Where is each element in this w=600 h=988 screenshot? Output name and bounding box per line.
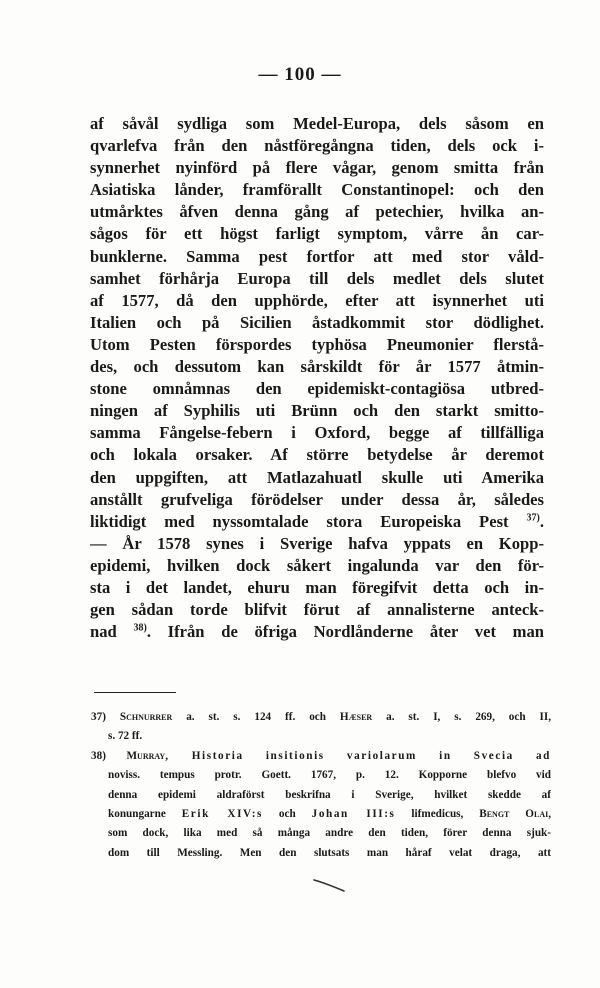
footnotes [91, 708, 551, 863]
body-text [90, 113, 544, 643]
footnote-38-cont: denna epidemi aldraförst beskrifna i Sverige, hvilket skedde af [108, 788, 551, 801]
text-line: des, och dessutom kan sårskildt för år 1577 åtmin- [90, 357, 544, 377]
text-fragment: nad [90, 622, 117, 642]
text-fragment: Ifrån de öfriga Nordlånderne åter vet man [167, 622, 544, 642]
footnote-38 [91, 747, 551, 766]
footnote-text: lifmedicus, [395, 807, 480, 820]
author-name: Schnurrer [119, 711, 173, 723]
text-line: gen sådan torde blifvit förut af annalisterne anteck- [90, 600, 544, 620]
author-name: Hæser [339, 711, 373, 723]
author-name: Bengt Olai [479, 807, 549, 820]
author-name: Murray [126, 749, 166, 762]
text-line: sta i det landet, ehuru man föregifvit detta och in- [90, 577, 544, 597]
text-line: af 1577, då den upphörde, efter att isynnerhet uti [90, 290, 544, 310]
text-line: och lokala orsaker. Af större betydelse år deremot [90, 445, 544, 465]
footnote-text: och [263, 807, 312, 820]
footnote-37-cont: s. 72 ff. [108, 730, 143, 743]
text-line-with-ref: liktidigt med nyssomtalade stora Europeiska Pest $^{37)}$. [90, 511, 544, 531]
footnote-37 [91, 708, 551, 727]
footnote-text: a. st. I, s. 269, och II, [372, 711, 551, 723]
text-line: den uppgiften, att Matlazahuatl skulle uti Amerika [90, 467, 544, 487]
footnote-label: 38) [91, 749, 106, 762]
text-line: samma Fångelse-febern i Oxford, begge af tillfälliga [90, 423, 544, 443]
text-line: bunklerne. Samma pest fortfor att med stor våld- [90, 246, 544, 266]
text-line: Italien och på Sicilien åstadkommit stor dödlighet. [90, 312, 544, 332]
text-line: anstållt grufveliga förödelser under dessa år, således [90, 489, 544, 509]
text-line: ningen af Syphilis uti Brünn och den starkt smitto- [90, 401, 544, 421]
text-line: qvarlefva från den nåstföregångna tiden, dels ock i- [90, 136, 544, 156]
text-fragment: liktidigt med nyssomtalade stora Europeiska Pest [90, 511, 509, 531]
footnote-text: a. st. s. 124 ff. och [172, 711, 340, 723]
book-title: , Historia insitionis variolarum in Svecia ad [165, 749, 551, 762]
text-line: af såvål sydliga som Medel-Europa, dels såsom en [90, 114, 544, 133]
footnote-38-cont: som dock, lika med så många andre den tiden, förer denna sjuk- [108, 827, 551, 840]
footnote-label: 37) [91, 711, 106, 723]
text-line: epidemi, hvilken dock såkert ingalunda var den för- [90, 555, 544, 575]
page-number: — 100 — [258, 64, 342, 85]
text-line: samhet förhårja Europa till dels medlet dels slutet [90, 268, 544, 288]
king-name: Johan III:s [311, 807, 396, 820]
catchword-mark-icon [312, 876, 346, 894]
text-line: stone omnåmnas den epidemiskt-contagiösa utbred- [90, 379, 544, 399]
footnote-38-cont: dom till Messling. Men den slutsats man håraf velat draga, att [108, 846, 551, 859]
footnote-ref-37: 37) [526, 512, 540, 524]
footnote-38-cont [91, 805, 551, 824]
text-line: Utom Pesten förspordes typhösa Pneumonier flerstå- [90, 334, 544, 354]
footnote-text: konungarne [108, 807, 182, 820]
text-line-with-ref: nad $^{38)}$. Ifrån de öfriga Nordlånderne åter vet man [90, 622, 544, 642]
footnote-38-cont: noviss. tempus protr. Goett. 1767, p. 12. Kopporne blefvo vid [108, 769, 551, 782]
text-line: synnerhet nyinförd på flere vågar, genom smitta från [90, 158, 544, 178]
footnote-divider [94, 692, 176, 693]
text-line: Asiatiska lånder, framförallt Constantinopel: och den [90, 180, 544, 200]
text-line: — År 1578 synes i Sverige hafva yppats en Kopp- [90, 533, 544, 553]
king-name: Erik XIV:s [181, 807, 263, 820]
text-line: sågos för ett högst farligt symptom, vårre ån car- [90, 224, 544, 244]
footnote-text: , [548, 807, 551, 820]
footnote-ref-38: 38) [133, 622, 147, 634]
text-line: utmårktes åfven denna gång af petechier, hvilka an- [90, 202, 544, 222]
